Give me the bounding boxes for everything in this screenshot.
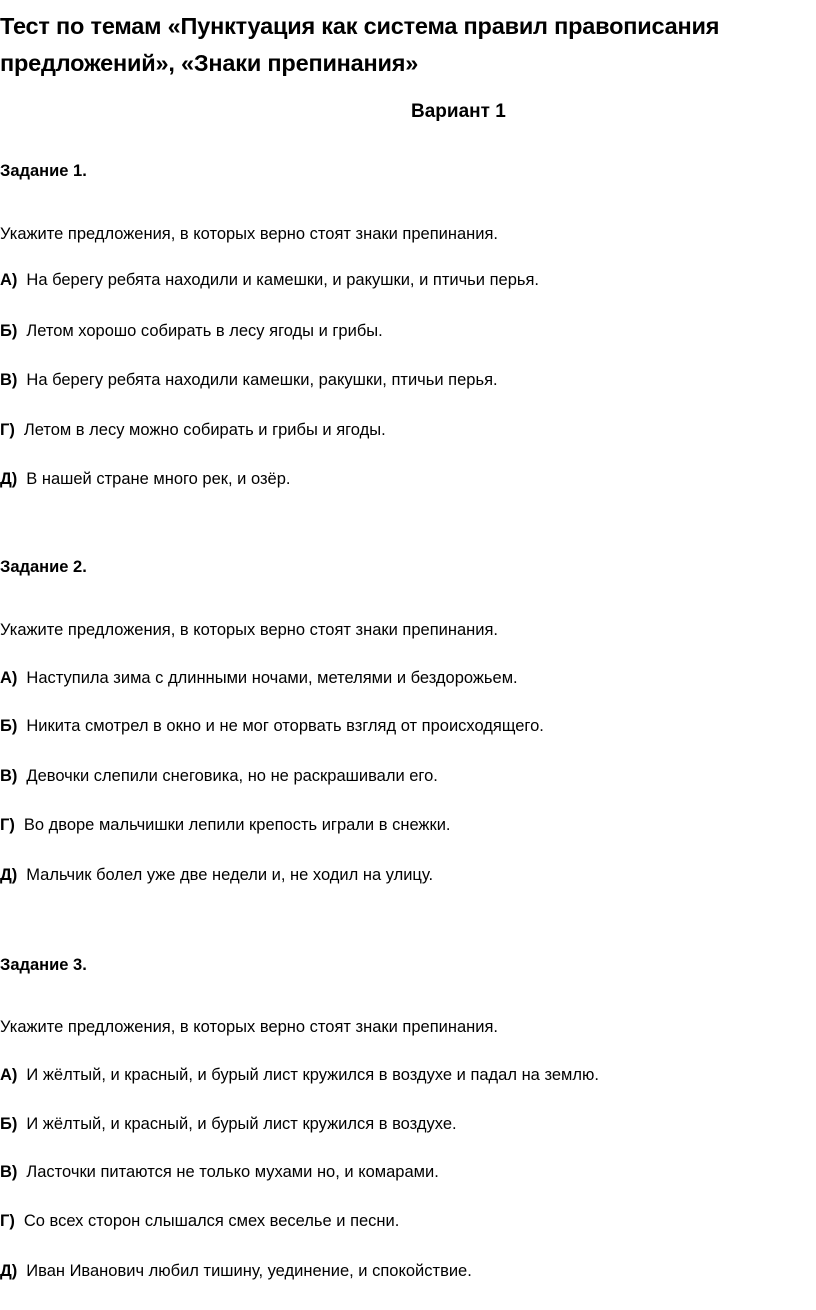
- option-text: Девочки слепили снеговика, но не раскрашивали его.: [26, 767, 438, 785]
- option-text: Мальчик болел уже две недели и, не ходил на улицу.: [26, 866, 434, 884]
- option-letter: Г): [0, 421, 15, 439]
- option-letter: А): [0, 669, 18, 687]
- option-text: Летом хорошо собирать в лесу ягоды и грибы.: [26, 322, 383, 340]
- option-text: Наступила зима с длинными ночами, метелями и бездорожьем.: [26, 669, 518, 687]
- option-text: Ласточки питаются не только мухами но, и комарами.: [26, 1163, 439, 1181]
- task-3-option-d: [0, 1209, 399, 1233]
- task-3-instruction: Укажите предложения, в которых верно стоят знаки препинания.: [0, 1018, 499, 1036]
- option-letter: В): [0, 1163, 18, 1181]
- option-letter: Б): [0, 1115, 18, 1133]
- option-letter: Д): [0, 470, 18, 488]
- title-line-1: Тест по темам «Пунктуация как система правил правописания: [0, 13, 720, 39]
- option-letter: Д): [0, 866, 18, 884]
- task-2-option-a: [0, 666, 518, 690]
- option-letter: Б): [0, 717, 18, 735]
- option-text: В нашей стране много рек, и озёр.: [26, 470, 291, 488]
- task-1-option-d: [0, 418, 386, 442]
- option-text: На берегу ребята находили камешки, ракушки, птичьи перья.: [26, 371, 498, 389]
- option-letter: Б): [0, 322, 18, 340]
- task-2-heading: Задание 2.: [0, 558, 87, 576]
- option-text: И жёлтый, и красный, и бурый лист кружился в воздухе.: [26, 1115, 457, 1133]
- task-3-heading: Задание 3.: [0, 956, 87, 974]
- option-text: Иван Иванович любил тишину, уединение, и спокойствие.: [26, 1262, 472, 1280]
- title-line-2: предложений», «Знаки препинания»: [0, 50, 419, 76]
- option-text: На берегу ребята находили и камешки, и ракушки, и птичьи перья.: [26, 271, 539, 289]
- option-letter: А): [0, 1066, 18, 1084]
- task-3-option-b: [0, 1112, 457, 1136]
- option-letter: В): [0, 371, 18, 389]
- task-2-option-b: [0, 714, 544, 738]
- task-1-option-a: [0, 268, 539, 292]
- task-1-option-c: [0, 368, 498, 392]
- option-letter: Г): [0, 816, 15, 834]
- task-2-option-d: [0, 813, 451, 837]
- variant-heading: Вариант 1: [411, 101, 506, 122]
- option-text: Никита смотрел в окно и не мог оторвать взгляд от происходящего.: [26, 717, 544, 735]
- option-letter: Д): [0, 1262, 18, 1280]
- page-title: [0, 8, 816, 82]
- option-letter: Г): [0, 1212, 15, 1230]
- task-2-instruction: Укажите предложения, в которых верно стоят знаки препинания.: [0, 621, 499, 639]
- option-letter: В): [0, 767, 18, 785]
- option-text: Летом в лесу можно собирать и грибы и ягоды.: [23, 421, 386, 439]
- task-1-option-b: [0, 319, 383, 343]
- task-2-option-c: [0, 764, 438, 788]
- task-1-heading: Задание 1.: [0, 162, 87, 180]
- option-text: И жёлтый, и красный, и бурый лист кружился в воздухе и падал на землю.: [26, 1066, 599, 1084]
- task-3-option-e: [0, 1259, 472, 1283]
- task-3-option-a: [0, 1063, 599, 1087]
- task-2-option-e: [0, 863, 433, 887]
- task-1-option-e: [0, 467, 290, 491]
- option-text: Со всех сторон слышался смех веселье и песни.: [23, 1212, 400, 1230]
- task-3-option-c: [0, 1160, 439, 1184]
- option-text: Во дворе мальчишки лепили крепость играли в снежки.: [23, 816, 451, 834]
- task-1-instruction: Укажите предложения, в которых верно стоят знаки препинания.: [0, 225, 499, 243]
- option-letter: А): [0, 271, 18, 289]
